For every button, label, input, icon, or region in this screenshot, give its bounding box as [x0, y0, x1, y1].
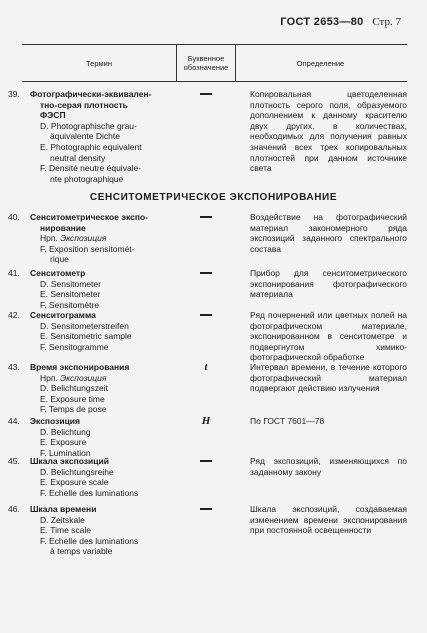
term-name: 41. Сенситометр [8, 268, 86, 278]
foreign-equivalent: neutral density [50, 152, 106, 163]
table-header [22, 44, 407, 82]
term-name: ФЭСП [40, 110, 66, 121]
letter-designation [190, 268, 222, 279]
foreign-equivalent: F. Temps de pose [40, 404, 107, 415]
foreign-equivalent: F. Lumination [40, 447, 91, 458]
term-cell [8, 362, 180, 415]
foreign-equivalent: F. Sensitogramme [40, 341, 109, 352]
letter-designation [190, 89, 222, 100]
dash-mark [200, 216, 212, 218]
foreign-equivalent: E. Sensitometer [40, 289, 101, 300]
dash-mark [200, 460, 212, 462]
term-number: 39. [8, 89, 20, 99]
term-number: 43. [8, 362, 20, 372]
foreign-equivalent: E. Exposure [40, 437, 87, 448]
term-number: 44. [8, 416, 20, 426]
term-cell [8, 456, 180, 498]
dash-mark [200, 508, 212, 510]
letter-designation [190, 310, 222, 321]
foreign-equivalent: nte photographique [50, 173, 124, 184]
deprecated-synonym: Нрп. Экспозиция [40, 233, 107, 244]
term-name: нирование [40, 222, 86, 233]
dash-mark [200, 314, 212, 316]
section-title: СЕНСИТОМЕТРИЧЕСКОЕ ЭКСПОНИРОВАНИЕ [89, 192, 338, 203]
term-cell [8, 504, 180, 557]
term-number: 42. [8, 310, 20, 320]
term-name: 39. Фотографически-эквивален- [8, 89, 152, 99]
dash-mark [200, 93, 212, 95]
foreign-equivalent: rique [50, 254, 69, 265]
term-number: 46. [8, 504, 20, 514]
foreign-equivalent: D. Sensitometerstreifen [40, 320, 129, 331]
term-name: 44. Экспозиция [8, 416, 80, 426]
foreign-equivalent: E. Exposure time [40, 393, 105, 404]
foreign-equivalent: F. Sensitomètre [40, 299, 100, 310]
term-cell [8, 212, 180, 265]
foreign-equivalent: E. Sensitometric sample [40, 331, 132, 342]
foreign-equivalent: D. Zeitskale [40, 514, 85, 525]
term-name: 46. Шкала времени [8, 504, 97, 514]
term-number: 41. [8, 268, 20, 278]
column-header-term: Термин [86, 58, 112, 68]
dash-mark [200, 272, 212, 274]
definition-text: Ряд почернений или цветных полей на фотографическом материале, экспонированном в сенситометре и подвергнутом химико-фотографической обработке [250, 310, 407, 363]
foreign-equivalent: F. Densité neutre équivale- [40, 163, 142, 174]
foreign-equivalent: E. Time scale [40, 525, 92, 536]
foreign-equivalent: D. Sensitometer [40, 278, 101, 289]
letter-designation [190, 456, 222, 467]
foreign-equivalent: F. Echelle des luminations [40, 535, 139, 546]
term-name: 42. Сенситограмма [8, 310, 96, 320]
definition-text: Интервал времени, в течение которого фотографический материал подвергают действию излучения [250, 362, 407, 394]
term-name: 45. Шкала экспозиций [8, 456, 109, 466]
term-name: тно-серая плотность [40, 99, 128, 110]
deprecated-synonym: Нрп. Экспозиция [40, 372, 107, 383]
foreign-equivalent: D. Belichtungszeit [40, 383, 109, 394]
foreign-equivalent: D. Photographische grau- [40, 120, 137, 131]
foreign-equivalent: F. Echelle des luminations [40, 487, 139, 498]
term-cell [8, 268, 180, 310]
letter-designation: H [201, 415, 211, 427]
page-number: Стр. 7 [372, 16, 401, 28]
foreign-equivalent: E. Exposure scale [40, 477, 109, 488]
page-header [280, 16, 401, 28]
letter-designation [190, 504, 222, 515]
definition-text: Копировальная цветоделенная плотность серого поля, образуемого дополнением к данному красителю двух других, в количествах, необходимых для получения равных значений всех трех копировальных плотностей при данном источнике света [250, 89, 407, 174]
definition-text: Шкала экспозиций, создаваемая изменением времени экспонирования при постоянной освещенности [250, 504, 407, 536]
letter-designation [190, 212, 222, 223]
definition-text: Прибор для сенситометрического экспонирования фотографического материала [250, 268, 407, 300]
term-cell [8, 89, 180, 184]
foreign-equivalent: äquivalente Dichte [50, 131, 120, 142]
letter-designation: t [204, 361, 208, 373]
term-name: 40. Сенситометрическое экспо- [8, 212, 148, 222]
term-name: 43. Время экспонирования [8, 362, 130, 372]
term-number: 45. [8, 456, 20, 466]
definition-text: Воздействие на фотографический материал закономерного ряда экспозиций заданного спектрального состава [250, 212, 407, 254]
term-cell [8, 310, 180, 352]
column-header-letter: Буквенное обозначение [176, 45, 236, 81]
term-cell [8, 416, 180, 458]
foreign-equivalent: à temps variable [50, 546, 113, 557]
term-number: 40. [8, 212, 20, 222]
foreign-equivalent: D. Belichtungsreihe [40, 466, 114, 477]
foreign-equivalent: D. Belichtung [40, 426, 91, 437]
standard-number: ГОСТ 2653—80 [280, 16, 364, 28]
definition-text: По ГОСТ 7601—78 [250, 416, 325, 426]
column-header-definition: Определение [296, 58, 345, 68]
foreign-equivalent: F. Exposition sensitomét- [40, 243, 135, 254]
foreign-equivalent: E. Photographic equivalent [40, 141, 142, 152]
definition-text: Ряд экспозиций, изменяющихся по заданному закону [250, 456, 407, 477]
